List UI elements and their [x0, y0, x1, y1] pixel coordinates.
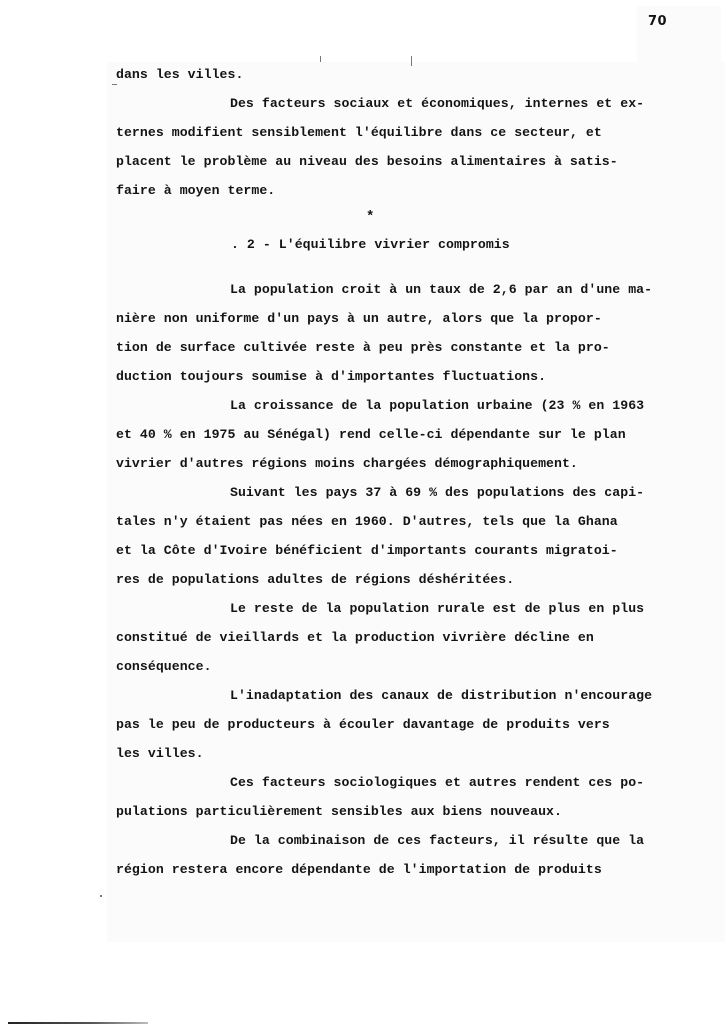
text-line: dans les villes. — [116, 67, 244, 82]
text-line: vivrier d'autres régions moins chargées démographiquement. — [116, 456, 578, 471]
text-line: Ces facteurs sociologiques et autres rendent ces po- — [230, 775, 645, 790]
section-separator: * — [366, 209, 375, 225]
text-line: conséquence. — [116, 659, 212, 674]
text-line: ternes modifient sensiblement l'équilibre dans ce secteur, et — [116, 125, 602, 140]
section-heading: . 2 - L'équilibre vivrier compromis — [231, 237, 510, 252]
text-line: faire à moyen terme. — [116, 183, 276, 198]
text-line: tales n'y étaient pas nées en 1960. D'autres, tels que la Ghana — [116, 514, 618, 529]
text-line: et la Côte d'Ivoire bénéficient d'importants courants migratoi- — [116, 543, 618, 558]
text-line: les villes. — [116, 746, 204, 761]
text-line: L'inadaptation des canaux de distribution n'encourage — [230, 688, 653, 703]
text-line: Le reste de la population rurale est de plus en plus — [230, 601, 645, 616]
text-line: res de populations adultes de régions déshéritées. — [116, 572, 515, 587]
text-line: constitué de vieillards et la production vivrière décline en — [116, 630, 594, 645]
text-line: tion de surface cultivée reste à peu près constante et la pro- — [116, 340, 610, 355]
text-line: pulations particulièrement sensibles aux biens nouveaux. — [116, 804, 562, 819]
text-line: région restera encore dépendante de l'importation de produits — [116, 862, 602, 877]
text-line: De la combinaison de ces facteurs, il résulte que la — [230, 833, 645, 848]
text-line: pas le peu de producteurs à écouler davantage de produits vers — [116, 717, 610, 732]
text-line: nière non uniforme d'un pays à un autre, alors que la propor- — [116, 311, 602, 326]
text-line: placent le problème au niveau des besoins alimentaires à satis- — [116, 154, 618, 169]
text-line: La croissance de la population urbaine (23 % en 1963 — [230, 398, 645, 413]
page-number: 70 — [648, 14, 668, 29]
text-line: Suivant les pays 37 à 69 % des populations des capi- — [230, 485, 645, 500]
text-line: La population croit à un taux de 2,6 par an d'une ma- — [230, 282, 653, 297]
text-line: Des facteurs sociaux et économiques, internes et ex- — [230, 96, 645, 111]
text-line: et 40 % en 1975 au Sénégal) rend celle-ci dépendante sur le plan — [116, 427, 626, 442]
text-line: duction toujours soumise à d'importantes fluctuations. — [116, 369, 547, 384]
